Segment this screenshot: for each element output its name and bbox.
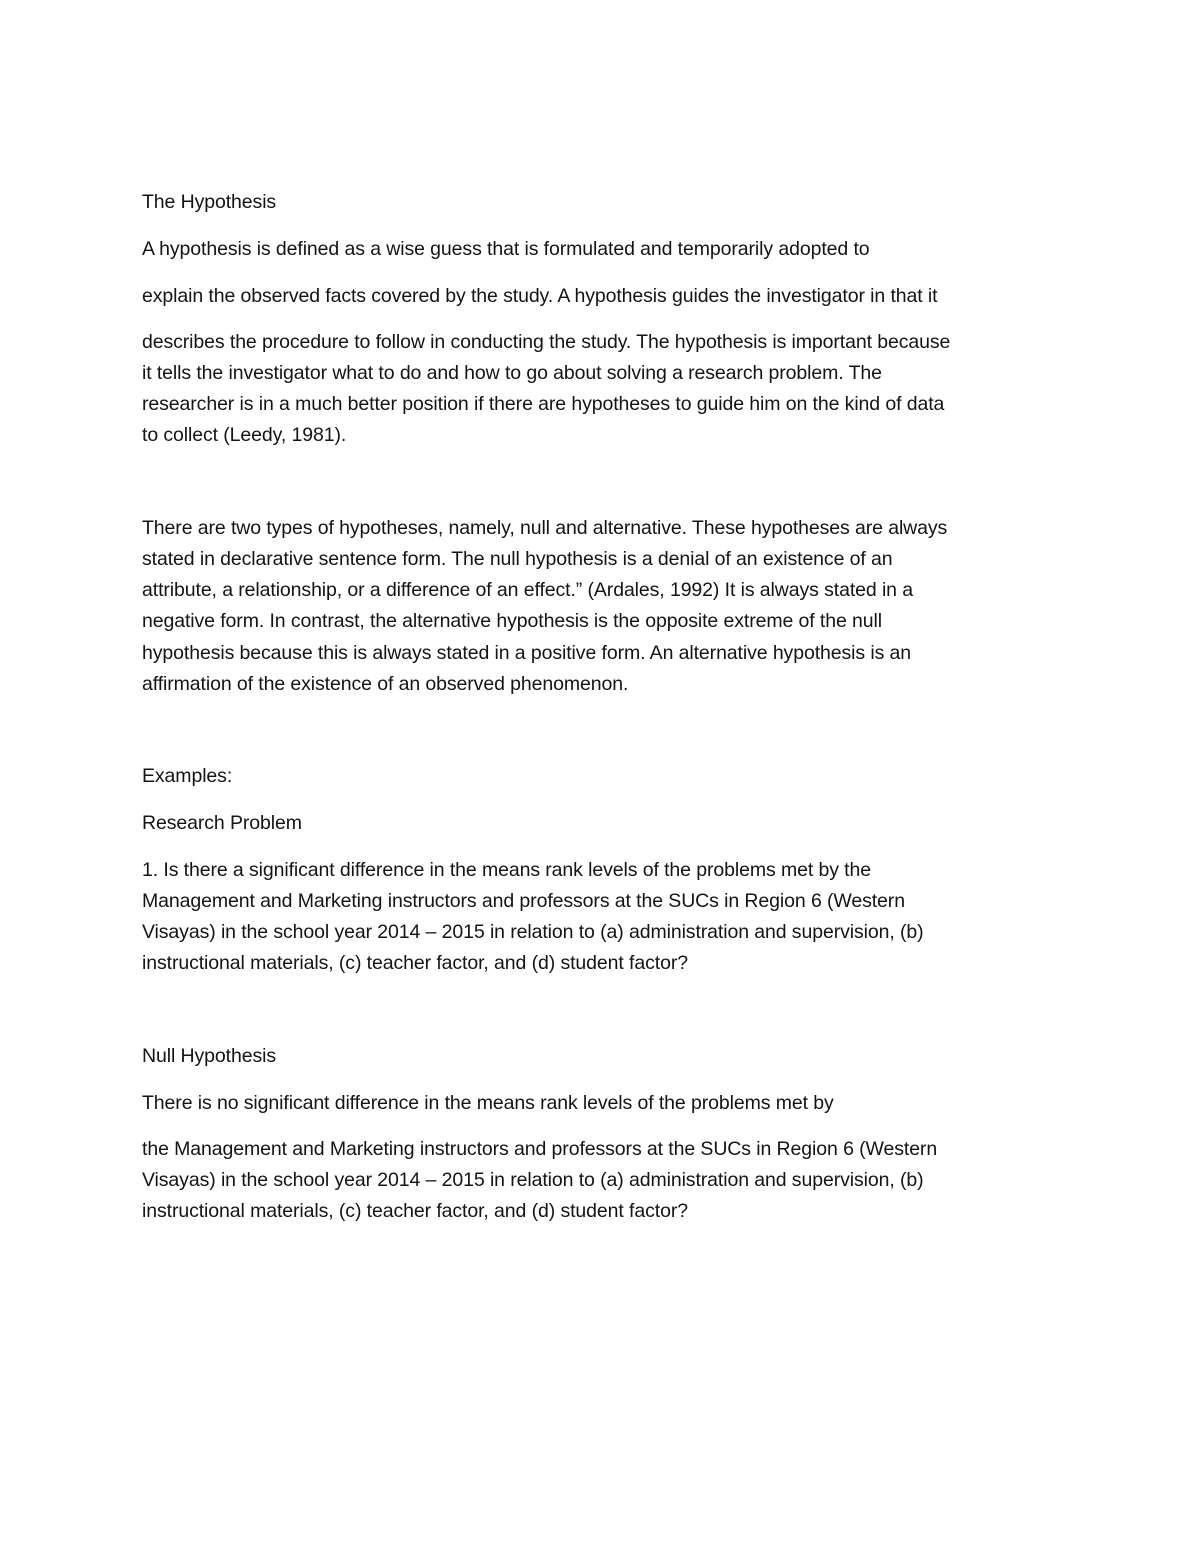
null-hypothesis-label: Null Hypothesis	[142, 1045, 276, 1067]
types-line: There are two types of hypotheses, namely, null and alternative. These hypotheses are always	[142, 517, 948, 539]
types-line: affirmation of the existence of an observed phenomenon.	[142, 673, 629, 695]
research-problem-line: Visayas) in the school year 2014 – 2015 in relation to (a) administration and supervision, (b)	[142, 921, 924, 943]
intro-line: describes the procedure to follow in conducting the study. The hypothesis is important because	[142, 331, 951, 353]
research-problem-line: instructional materials, (c) teacher factor, and (d) student factor?	[142, 952, 688, 974]
intro-line: researcher is in a much better position if there are hypotheses to guide him on the kind of data	[142, 393, 945, 415]
intro-line: A hypothesis is defined as a wise guess that is formulated and temporarily adopted to	[142, 238, 870, 260]
types-line: negative form. In contrast, the alternative hypothesis is the opposite extreme of the null	[142, 610, 882, 632]
types-line: attribute, a relationship, or a difference of an effect.” (Ardales, 1992) It is always stated in a	[142, 579, 913, 601]
null-hypothesis-line: There is no significant difference in the means rank levels of the problems met by	[142, 1092, 834, 1114]
intro-line: to collect (Leedy, 1981).	[142, 424, 347, 446]
types-line: hypothesis because this is always stated in a positive form. An alternative hypothesis is an	[142, 642, 912, 664]
null-hypothesis-line: the Management and Marketing instructors and professors at the SUCs in Region 6 (Western	[142, 1138, 938, 1160]
intro-line: explain the observed facts covered by the study. A hypothesis guides the investigator in that it	[142, 285, 938, 307]
research-problem-line: Management and Marketing instructors and professors at the SUCs in Region 6 (Western	[142, 890, 905, 912]
null-hypothesis-line: instructional materials, (c) teacher factor, and (d) student factor?	[142, 1200, 688, 1222]
research-problem-label: Research Problem	[142, 812, 302, 834]
examples-label: Examples:	[142, 765, 233, 787]
null-hypothesis-line: Visayas) in the school year 2014 – 2015 in relation to (a) administration and supervision, (b)	[142, 1169, 924, 1191]
types-line: stated in declarative sentence form. The null hypothesis is a denial of an existence of an	[142, 548, 893, 570]
research-problem-line: 1. Is there a significant difference in the means rank levels of the problems met by the	[142, 859, 871, 881]
intro-line: it tells the investigator what to do and how to go about solving a research problem. The	[142, 362, 882, 384]
document-heading: The Hypothesis	[142, 191, 277, 213]
